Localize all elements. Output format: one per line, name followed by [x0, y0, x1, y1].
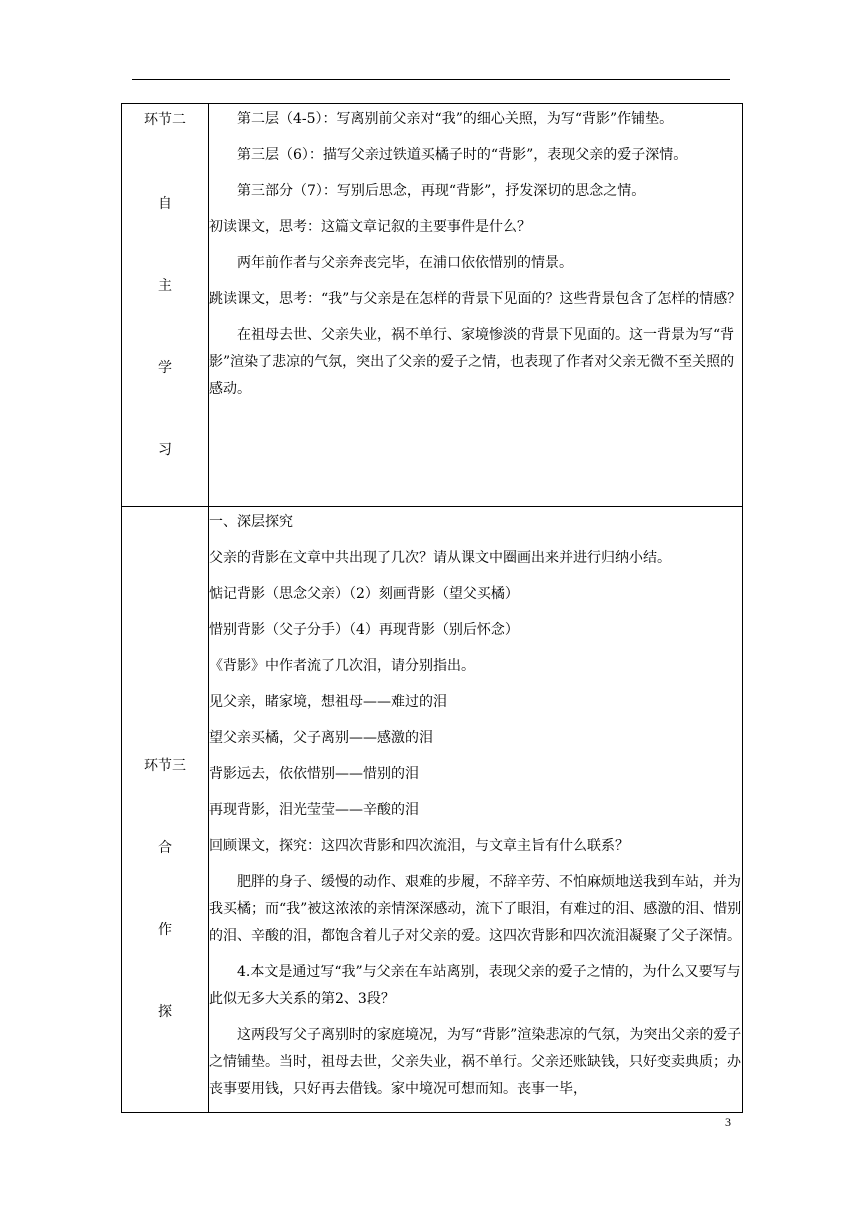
- paragraph: 肥胖的身子、缓慢的动作、艰难的步履，不辞辛劳、不怕麻烦地送我到车站，并为我买橘；而“我”被这浓浓的亲情深深感动，流下了眼泪，有难过的泪、感激的泪、惜别的泪、辛酸的泪，都饱含着儿子对父亲的爱。这四次背影和四次流泪凝聚了父子深情。: [209, 874, 742, 944]
- stage-cell: [122, 104, 209, 507]
- paragraph: 第三部分（7）：写别后思念，再现“背影”，抒发深切的思念之情。: [237, 183, 646, 199]
- paragraph: 4.本文是通过写“我”与父亲在车站离别，表现父亲的爱子之情的，为什么又要写与此似无多大关系的第2、3段？: [209, 964, 741, 1007]
- paragraph: 惜别背影（父子分手）（4）再现背影（别后怀念）: [209, 622, 519, 638]
- stage-cell: [122, 507, 209, 1113]
- stage-char: 作: [158, 922, 172, 938]
- content-cell: [209, 104, 743, 507]
- stage-char: 学: [158, 360, 172, 376]
- table-row: [122, 507, 743, 1113]
- stage-char: 自: [158, 196, 172, 212]
- page-number: 3: [725, 1115, 731, 1129]
- paragraph: 跳读课文，思考：“我”与父亲是在怎样的背景下见面的？这些背景包含了怎样的情感？: [209, 291, 742, 307]
- paragraph: 望父亲买橘，父子离别——感激的泪: [209, 730, 433, 746]
- paragraph: 惦记背影（思念父亲）（2）刻画背影（望父买橘）: [209, 586, 519, 602]
- paragraph: 这两段写父子离别时的家庭境况，为写“背影”渲染悲凉的气氛，为突出父亲的爱子之情铺垫。当时，祖母去世，父亲失业，祸不单行。父亲还账缺钱，只好变卖典质；办丧事要用钱，只好再去借钱。家中境况可想而知。丧事一毕，: [209, 1027, 742, 1097]
- stage-char: 习: [158, 442, 172, 458]
- paragraph: 第三层（6）：描写父亲过铁道买橘子时的“背影”，表现父亲的爱子深情。: [237, 147, 688, 163]
- paragraph: 父亲的背影在文章中共出现了几次？请从课文中圈画出来并进行归纳小结。: [209, 550, 671, 566]
- stage-char: 主: [158, 278, 172, 294]
- content-cell: [209, 507, 743, 1113]
- paragraph: 再现背影，泪光莹莹——辛酸的泪: [209, 802, 419, 818]
- paragraph: 两年前作者与父亲奔丧完毕，在浦口依依惜别的情景。: [237, 255, 573, 271]
- paragraph: 见父亲，睹家境，想祖母——难过的泪: [209, 694, 447, 710]
- stage-char: 探: [158, 1004, 172, 1020]
- paragraph: 《背影》中作者流了几次泪，请分别指出。: [209, 658, 475, 674]
- section-heading: 一、深层探究: [209, 514, 293, 530]
- table-row: [122, 104, 743, 507]
- paragraph: 背影远去，依依惜别——惜别的泪: [209, 766, 419, 782]
- stage-label: 环节三: [144, 758, 186, 774]
- paragraph: 回顾课文，探究：这四次背影和四次流泪，与文章主旨有什么联系？: [209, 838, 629, 854]
- header-rule: [132, 79, 730, 80]
- paragraph: 在祖母去世、父亲失业，祸不单行、家境惨淡的背景下见面的。这一背景为写“背影”渲染了悲凉的气氛，突出了父亲的爱子之情，也表现了作者对父亲无微不至关照的感动。: [209, 327, 735, 397]
- stage-char: 合: [158, 840, 172, 856]
- paragraph: 初读课文，思考：这篇文章记叙的主要事件是什么？: [209, 219, 531, 235]
- paragraph: 第二层（4-5）：写离别前父亲对“我”的细心关照，为写“背影”作铺垫。: [237, 111, 674, 127]
- stage-label: 环节二: [144, 112, 186, 128]
- lesson-table: [121, 103, 743, 1113]
